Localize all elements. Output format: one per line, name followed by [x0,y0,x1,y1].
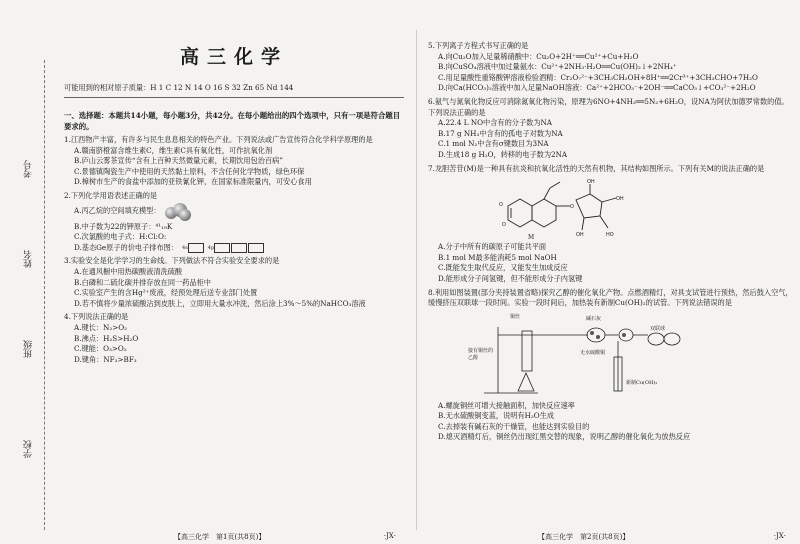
q4-option-d: D.键角：NF₃>BF₃ [74,354,137,364]
q2-option-d-row: D.基态Ge原子的价电子排布图： 4s 4p [64,243,404,254]
orbital-box-icon [188,243,204,253]
q8-option-a: A.螺旋铜丝可增大接触面积，加快反应速率 [438,400,575,410]
q2-option-b: B.中子数为22的钾原子：⁴¹₁₉K [74,221,173,231]
question-8: 8.利用如图装置(部分夹持装置省略)探究乙醇的催化氧化产物。点燃酒精灯，对具支试管进行预热，然后鼓入空气，缓慢挤压双联球一段时间。实验一段时间后，加热装有新制Cu(OH)₂的试管。下列说法错误的是 [428,287,793,308]
question-7: 7.龙胆苦苷(M)是一种具有抗炎和抗氧化活性的天然有机物，其结构如图所示。下列有关M的说法正确的是 [428,163,765,173]
q4-option-a: A.键长：N₂>O₂ [74,322,128,332]
q6-option-d: D.生成18 g H₂O，转移的电子数为2NA [438,149,568,159]
q3-option-b: B.白磷和二硫化碳并排存放在同一药品柜中 [74,277,211,287]
footer-code: ·JX· [383,532,396,540]
svg-text:HO: HO [606,232,614,239]
atomic-masses: 可能用到的相对原子质量：H 1 C 12 N 14 O 16 S 32 Zn 65 Nd 144 [64,83,294,92]
section-heading: 一、选择题：本题共14小题，每小题3分，共42分。在每小题给出的四个选项中，只有一项是符合题目要求的。 [64,111,401,131]
question-6: 6.氨气与氮氧化物反应可消除氮氧化物污染，原理为6NO+4NH₃══5N₂+6H₂O，设NA为阿伏加德罗常数的值。下列说法正确的是 [428,96,789,117]
svg-text:O: O [499,202,503,209]
page-2 [428,0,794,544]
q5-option-a: A.向Cu₂O加入足量稀硝酸中：Cu₂O+2H⁺══Cu²⁺+Cu+H₂O [438,51,639,61]
q7-option-a: A.分子中所有的碳原子可能共平面 [438,242,547,252]
question-2: 2.下列化学用语表述正确的是 [64,190,158,200]
page-divider [416,30,417,530]
apparatus-label-ethanol: 接有铜丝的乙醇 [468,347,494,361]
q2-option-a-row [64,202,404,222]
gutter-label-class: 班级 [24,340,34,358]
apparatus-diagram [468,313,698,399]
apparatus-label-double-bulb: 双联球 [650,325,666,332]
q7-option-b: B.1 mol M最多能消耗5 mol NaOH [438,252,557,262]
q8-option-d: D.熄灭酒精灯后，铜丝仍出现红黑交替的现象，说明乙醇的催化氧化为放热反应 [438,432,691,442]
question-3: 3.实验安全是化学学习的生命线。下列做法不符合实验安全要求的是 [64,256,280,266]
page-title: 高三化学 [179,46,288,68]
binding-gutter [0,0,62,544]
q6-option-a: A.22.4 L NO中含有的分子数为NA [438,118,552,128]
question-1: 1.江西物产丰富，有许多与民生息息相关的特色产业。下列说法或广告宣传符合化学科学原理的是 [64,135,373,144]
q3-option-c: C.实验室产生的含Hg²⁺废液，经预处理后送专业部门处置 [74,288,258,298]
orbital-box-icon [231,243,247,253]
question-5: 5.下列离子方程式书写正确的是 [428,41,529,50]
page-1 [64,0,404,544]
orbital-box-icon [214,243,230,253]
question-4: 4.下列说法正确的是 [64,312,129,322]
q7-option-c: C.既能发生取代反应，又能发生加成反应 [438,263,568,273]
apparatus-label-cuoh2: 新制Cu(OH)₂ [626,379,658,386]
q1-option-a: A.赣南脐橙富含维生素C，维生素C具有氧化性，可作抗氧化剂 [74,145,273,155]
q6-option-b: B.17 g NH₃中含有的孤电子对数为NA [438,128,563,138]
molecule-structure-svg [498,176,658,242]
q2-option-d: D.基态Ge原子的价电子排布图： [74,242,179,252]
q4-option-b: B.沸点：H₂S>H₂O [74,333,139,343]
q1-option-d: D.樟树市生产的食盐中添加的亚铁氰化钾，在国家标准限量内，可安心食用 [74,177,312,187]
footer-page-label: 【高三化学 第2页(共8页)】 [538,533,630,541]
orbital-box-icon [248,243,264,253]
q2-option-a: A.丙乙烷的空间填充模型： [74,206,161,216]
space-filling-model-icon [165,203,191,221]
svg-text:OH: OH [616,196,624,203]
q7-option-d: D.能形成分子间氢键，但不能形成分子内氢键 [438,273,583,283]
q1-option-c: C.景德镇陶瓷生产中使用的天然黏土原料，不含任何化学物质，绿色环保 [74,166,305,176]
q4-option-c: C.键能：O₃>O₂ [74,344,127,354]
q5-option-d: D.向Ca(HCO₃)₂溶液中加入足量NaOH溶液：Ca²⁺+2HCO₃⁻+2OH⁻══CaCO₃↓+CO₃²⁻+2H₂O [438,83,756,93]
q5-option-c: C.用足量酸性重铬酸钾溶液检验酒精：Cr₂O₇²⁻+3CH₃CH₂OH+8H⁺══2Cr³⁺+3CH₃CHO+7H₂O [438,72,758,82]
q8-option-c: C.去掉装有碱石灰的干燥管，也能达到实验目的 [438,421,590,431]
svg-text:O: O [502,222,506,229]
cut-line [44,60,45,530]
molecule-label: M [528,234,535,242]
svg-text:O: O [570,204,574,211]
footer-page-label: 【高三化学 第1页(共8页)】 [174,533,266,541]
svg-text:OH: OH [576,232,584,239]
apparatus-label-soda-lime: 碱石灰 [586,315,602,322]
gutter-label-exam-no: 考号 [24,160,34,178]
apparatus-label-cuso4: 无水硫酸铜 [580,349,606,356]
gutter-label-school: 学校 [24,440,34,458]
footer-code: ·JX· [773,532,786,540]
q6-option-c: C.1 mol N₂中含有σ键数目为3NA [438,139,549,149]
q8-option-b: B.无水硫酸铜变蓝，说明有H₂O生成 [438,411,555,421]
q1-option-b: B.庐山云雾茶宣传“含有上百种天然微量元素，长期饮用包治百病” [74,156,283,166]
gutter-label-name: 姓名 [24,250,34,268]
q3-option-d: D.若不慎将少量浓硫酸沾到皮肤上，立即用大量水冲洗，然后涂上3%～5%的NaHCO₃溶液 [74,298,366,308]
molecule-structure-diagram [498,176,658,242]
apparatus-label-copper-wire: 铜丝 [510,313,521,320]
q2-option-c: C.次氯酸的电子式：H:Cl:O: [74,232,167,242]
q5-option-b: B.向CuSO₄溶液中加过量氨水：Cu²⁺+2NH₃·H₂O══Cu(OH)₂↓+2NH₄⁺ [438,62,677,72]
q3-option-a: A.在通风橱中用热碳酸液清洗硫酸 [74,266,183,276]
svg-text:OH: OH [587,179,595,186]
